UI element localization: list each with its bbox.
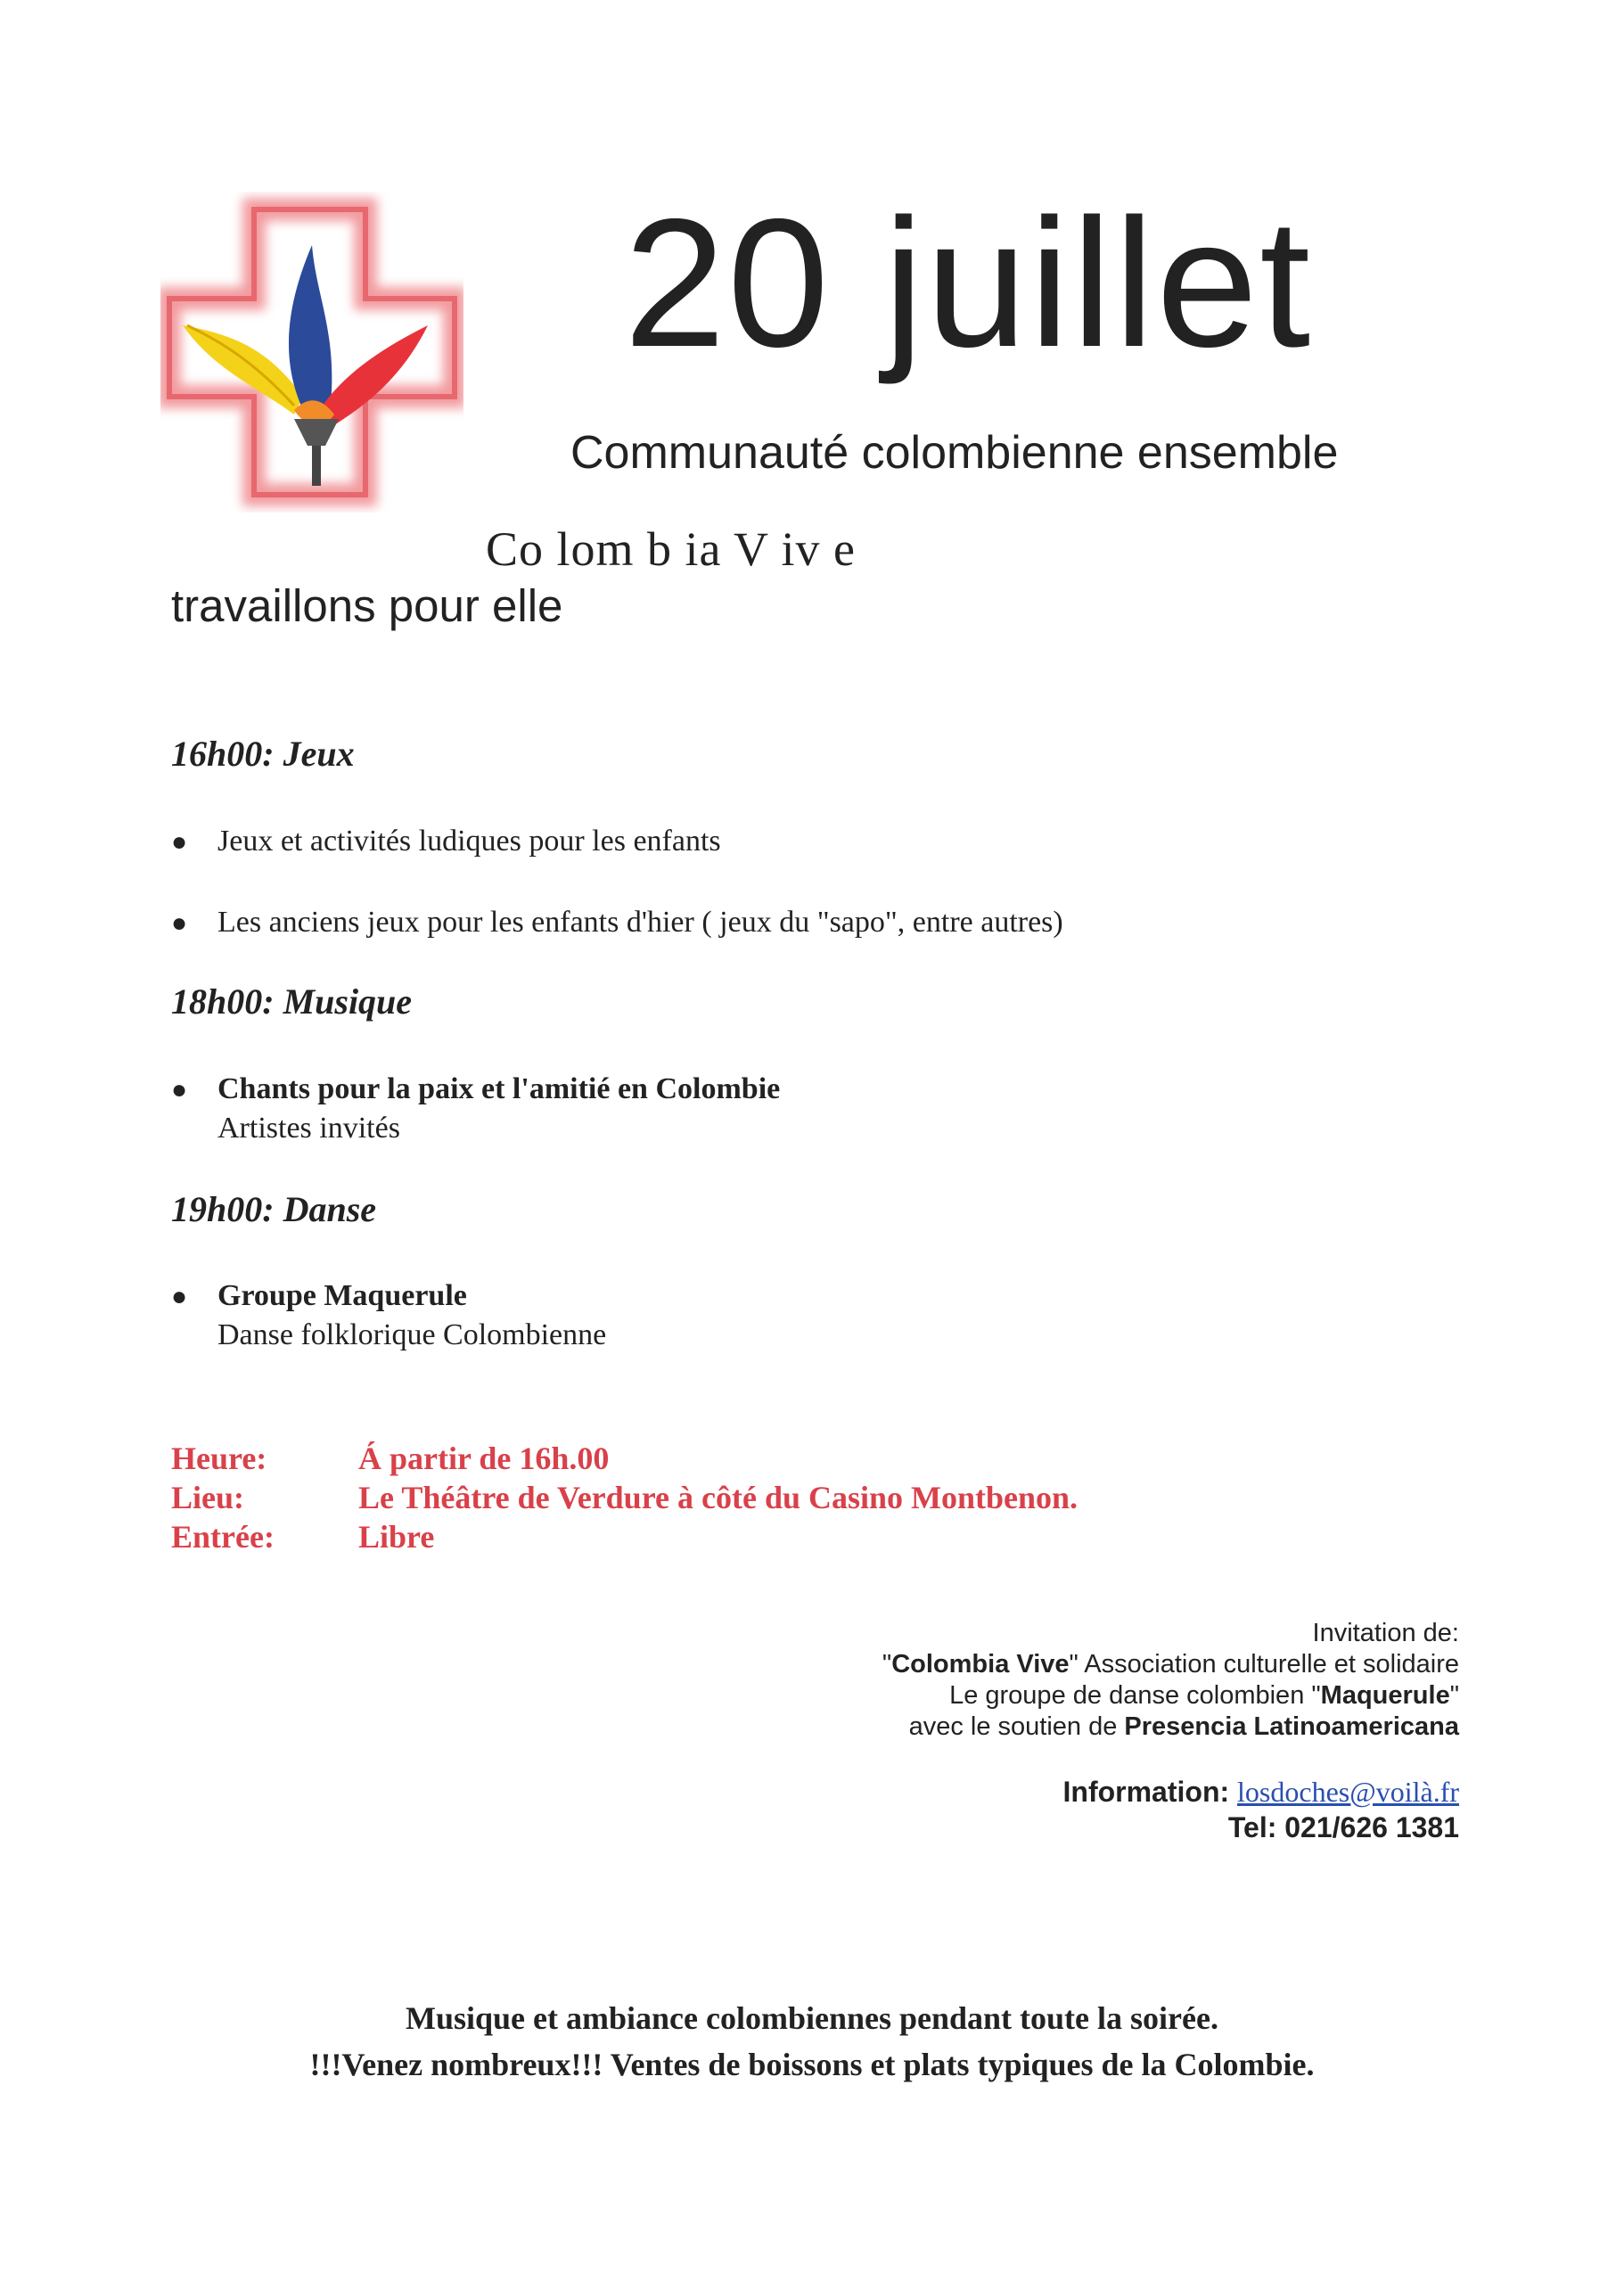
list-item <box>171 1279 607 1351</box>
bullet-icon: ● <box>171 827 188 857</box>
info-label: Heure: <box>171 1441 267 1476</box>
footer-line-2: !!!Venez nombreux!!! Ventes de boissons et plats typiques de la Colombie. <box>309 2047 1315 2082</box>
torch-handle <box>294 419 339 486</box>
association-name: Co lom b ia V iv e <box>486 522 857 576</box>
bullet-icon: ● <box>171 1282 188 1311</box>
list-item <box>171 825 721 858</box>
colombia-vive-logo <box>160 192 463 513</box>
info-label: Lieu: <box>171 1480 245 1515</box>
section-title-jeux: 16h00: Jeux <box>171 734 355 774</box>
list-item <box>171 1072 781 1145</box>
tagline: travaillons pour elle <box>171 580 563 631</box>
info-value: Le Théâtre de Verdure à côté du Casino Montbenon. <box>358 1480 1079 1515</box>
contact-block <box>1063 1774 1460 1845</box>
email-link[interactable]: losdoches@voilà.fr <box>1237 1776 1459 1808</box>
list-item-subtext: Danse folklorique Colombienne <box>217 1318 607 1351</box>
list-item-text: Les anciens jeux pour les enfants d'hier ( jeux du "sapo", entre autres) <box>217 906 1063 939</box>
contact-email-line <box>1063 1774 1460 1810</box>
info-label: Entrée: <box>171 1519 275 1555</box>
list-item-subtext: Artistes invités <box>217 1112 400 1145</box>
invitation-dance-group: Le groupe de danse colombien "Maquerule" <box>949 1681 1459 1710</box>
section-title-danse: 19h00: Danse <box>171 1189 377 1229</box>
invitation-organizer: "Colombia Vive" Association culturelle et solidaire <box>882 1650 1459 1679</box>
section-title-musique: 18h00: Musique <box>171 981 413 1022</box>
bullet-icon: ● <box>171 908 188 938</box>
info-value: Libre <box>358 1519 435 1555</box>
invitation-support: avec le soutien de Presencia Latinoamericana <box>908 1712 1459 1741</box>
event-subtitle: Communauté colombienne ensemble <box>570 427 1339 479</box>
invitation-block <box>882 1618 1459 1743</box>
info-label: Information: <box>1062 1776 1230 1808</box>
info-value: Á partir de 16h.00 <box>358 1441 610 1476</box>
event-date-title: 20 juillet <box>624 181 1313 385</box>
bullet-icon: ● <box>171 1075 188 1104</box>
footer-line-1: Musique et ambiance colombiennes pendant toute la soirée. <box>406 2000 1218 2036</box>
list-item-text: Jeux et activités ludiques pour les enfants <box>217 825 721 858</box>
list-item <box>171 906 1063 940</box>
footer-note <box>0 1995 1624 2088</box>
list-item-text: Chants pour la paix et l'amitié en Colombie <box>217 1072 781 1105</box>
list-item-text: Groupe Maquerule <box>217 1279 467 1312</box>
invitation-heading: Invitation de: <box>1312 1619 1459 1647</box>
contact-phone: Tel: 021/626 1381 <box>1227 1811 1459 1843</box>
